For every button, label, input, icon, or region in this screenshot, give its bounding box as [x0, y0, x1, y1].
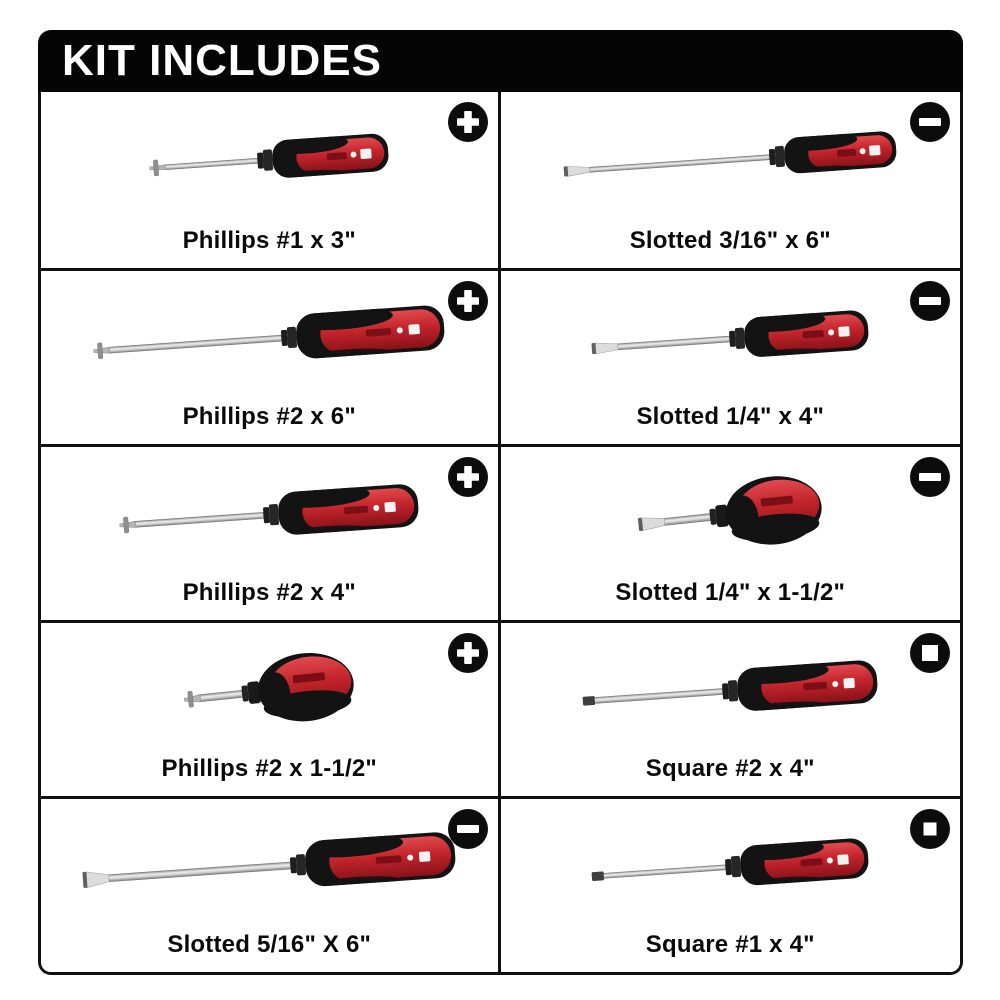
kit-item-square-1-4 [501, 796, 961, 972]
screwdriver-image [501, 809, 961, 925]
kit-item-slotted-516-6 [41, 796, 501, 972]
kit-item-phillips-2-6 [41, 268, 501, 444]
kit-item-label: Phillips #2 x 6" [182, 403, 356, 430]
screwdriver-image [41, 457, 498, 573]
kit-item-label: Slotted 3/16" x 6" [629, 227, 831, 254]
screwdriver-image [41, 633, 498, 749]
screwdriver-image [501, 281, 961, 397]
kit-item-label: Square #2 x 4" [645, 755, 815, 782]
kit-item-label: Phillips #1 x 3" [182, 227, 356, 254]
kit-item-slotted-14-112 [501, 444, 961, 620]
screwdriver-image [501, 633, 961, 749]
screwdriver-image [501, 457, 961, 573]
kit-includes-banner [38, 30, 963, 92]
kit-item-square-2-4 [501, 620, 961, 796]
kit-item-label: Slotted 1/4" x 1-1/2" [615, 579, 846, 606]
page-title: KIT INCLUDES [62, 36, 382, 85]
screwdriver-image [41, 809, 498, 925]
kit-item-label: Phillips #2 x 1-1/2" [161, 755, 377, 782]
screwdriver-image [501, 102, 961, 218]
kit-item-phillips-2-112 [41, 620, 501, 796]
kit-item-label: Square #1 x 4" [645, 931, 815, 958]
kit-item-phillips-2-4 [41, 444, 501, 620]
kit-item-label: Slotted 5/16" X 6" [167, 931, 372, 958]
screwdriver-image [41, 102, 498, 218]
kit-item-slotted-14-4 [501, 268, 961, 444]
kit-frame [38, 30, 963, 975]
kit-item-label: Phillips #2 x 4" [182, 579, 356, 606]
kit-item-label: Slotted 1/4" x 4" [636, 403, 825, 430]
kit-item-phillips-1-3 [41, 92, 501, 268]
kit-item-slotted-316-6 [501, 92, 961, 268]
kit-grid [38, 92, 963, 975]
screwdriver-image [41, 281, 498, 397]
